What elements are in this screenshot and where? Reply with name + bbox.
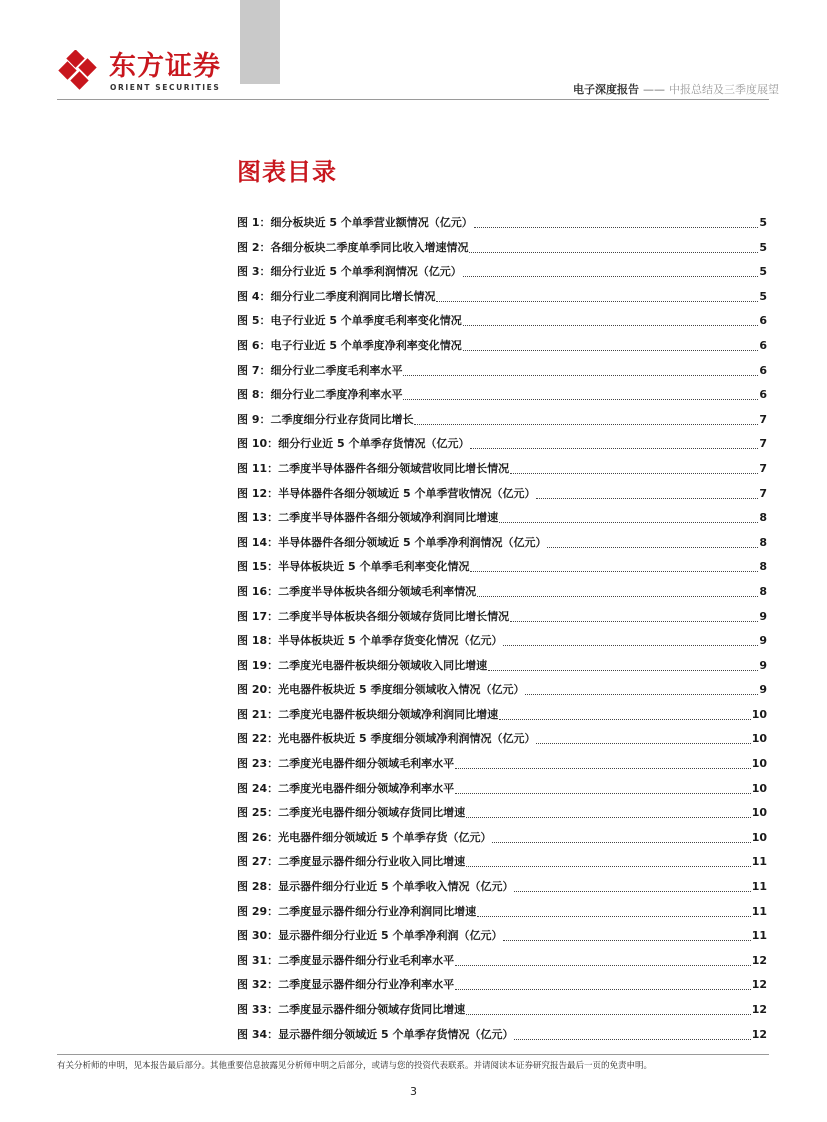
toc-entry-number: 图 8： [237, 388, 271, 402]
toc-entry-number: 图 24： [237, 781, 279, 795]
toc-leader-dots [474, 211, 759, 228]
toc-entry-number: 图 10： [237, 437, 279, 451]
toc-entry-title: 二季度光电器件细分领域净利率水平 [278, 781, 455, 795]
toc-entry[interactable] [237, 678, 767, 703]
header-dash: —— [643, 83, 665, 96]
toc-entry-title: 二季度光电器件细分领域存货同比增速 [278, 806, 466, 820]
toc-entry-page: 6 [759, 314, 767, 328]
toc-entry-page: 9 [759, 658, 767, 672]
toc-leader-dots [463, 309, 759, 326]
toc-leader-dots [536, 727, 750, 744]
toc-entry-number: 图 27： [237, 855, 279, 869]
toc-leader-dots [536, 482, 758, 499]
toc-entry-page: 5 [759, 240, 767, 254]
toc-entry[interactable] [237, 482, 767, 507]
toc-entry-title: 光电器件板块近 5 季度细分领域净利润情况（亿元） [278, 732, 536, 746]
toc-entry-title: 细分行业二季度毛利率水平 [270, 363, 403, 377]
toc-entry[interactable] [237, 973, 767, 998]
toc-entry-number: 图 3： [237, 265, 271, 279]
toc-entry[interactable] [237, 555, 767, 580]
toc-entry-title: 二季度细分行业存货同比增长 [270, 412, 414, 426]
toc-leader-dots [455, 752, 751, 769]
toc-entry-page: 11 [751, 880, 767, 894]
toc-entry-page: 11 [751, 929, 767, 943]
toc-leader-dots [514, 875, 750, 892]
toc-entry-page: 12 [751, 978, 767, 992]
toc-leader-dots [414, 408, 758, 425]
toc-leader-dots [492, 826, 750, 843]
toc-entry-number: 图 19： [237, 658, 279, 672]
toc-entry[interactable] [237, 531, 767, 556]
toc-entry-number: 图 16： [237, 584, 279, 598]
logo-mark-icon [57, 50, 105, 95]
toc-entry[interactable] [237, 457, 767, 482]
toc-entry[interactable] [237, 285, 767, 310]
toc-entry-title: 显示器件细分行业近 5 个单季净利润（亿元） [278, 929, 503, 943]
toc-entry-number: 图 1： [237, 216, 271, 229]
toc-leader-dots [436, 285, 758, 302]
toc-leader-dots [403, 359, 758, 376]
toc-entry-page: 12 [751, 953, 767, 967]
report-title: 中报总结及三季度展望 [669, 83, 779, 96]
page-number: 3 [410, 1085, 417, 1098]
toc-entry[interactable] [237, 309, 767, 334]
toc-entry-number: 图 29： [237, 904, 279, 918]
toc-entry[interactable] [237, 334, 767, 359]
toc-entry-number: 图 15： [237, 560, 279, 574]
toc-title: 图表目录 [237, 158, 337, 186]
toc-leader-dots [463, 334, 759, 351]
toc-entry-title: 细分板块近 5 个单季营业额情况（亿元） [270, 216, 473, 229]
toc-leader-dots [499, 506, 758, 523]
toc-entry-title: 各细分板块二季度单季同比收入增速情况 [270, 240, 469, 254]
toc-entry-title: 光电器件板块近 5 季度细分领域收入情况（亿元） [278, 683, 525, 697]
toc-entry-number: 图 6： [237, 338, 271, 352]
orient-securities-logo [57, 50, 227, 95]
toc-entry-page: 8 [759, 584, 767, 598]
toc-entry-title: 显示器件细分领域近 5 个单季存货情况（亿元） [278, 1027, 514, 1041]
toc-entry-number: 图 34： [237, 1027, 279, 1041]
toc-entry-title: 二季度光电器件细分领域毛利率水平 [278, 757, 455, 771]
toc-leader-dots [488, 654, 758, 671]
toc-leader-dots [525, 678, 758, 695]
toc-entry[interactable] [237, 998, 767, 1023]
toc-entry[interactable] [237, 236, 767, 261]
header-divider [57, 99, 769, 100]
toc-entry[interactable] [237, 850, 767, 875]
toc-entry-title: 二季度显示器件细分行业净利润同比增速 [278, 904, 477, 918]
toc-entry-page: 5 [759, 216, 767, 229]
toc-entry-number: 图 30： [237, 929, 279, 943]
toc-entry[interactable] [237, 383, 767, 408]
toc-entry-page: 10 [751, 806, 767, 820]
toc-leader-dots [466, 801, 751, 818]
toc-entry-title: 二季度光电器件板块细分领域净利润同比增速 [278, 707, 499, 721]
toc-entry-page: 10 [751, 830, 767, 844]
toc-entry-number: 图 32： [237, 978, 279, 992]
footer-divider [57, 1054, 769, 1055]
toc-leader-dots [469, 236, 758, 253]
toc-leader-dots [455, 973, 751, 990]
toc-entry-number: 图 7： [237, 363, 271, 377]
report-type: 电子深度报告 [573, 83, 639, 96]
toc-entry[interactable] [237, 211, 767, 236]
toc-entry-page: 9 [759, 683, 767, 697]
toc-entry-page: 8 [759, 535, 767, 549]
toc-entry[interactable] [237, 875, 767, 900]
toc-leader-dots [503, 924, 750, 941]
toc-entry-page: 6 [759, 363, 767, 377]
toc-entry[interactable] [237, 580, 767, 605]
toc-entry-page: 10 [751, 732, 767, 746]
toc-entry-number: 图 18： [237, 634, 279, 648]
toc-entry-page: 10 [751, 707, 767, 721]
toc-entry-number: 图 20： [237, 683, 279, 697]
toc-leader-dots [510, 605, 758, 622]
toc-leader-dots [477, 580, 758, 597]
toc-entry-number: 图 14： [237, 535, 279, 549]
toc-entry[interactable] [237, 752, 767, 777]
toc-entry-title: 二季度光电器件板块细分领域收入同比增速 [278, 658, 488, 672]
toc-entry[interactable] [237, 506, 767, 531]
toc-entry-title: 细分行业近 5 个单季利润情况（亿元） [270, 265, 462, 279]
toc-entry-number: 图 21： [237, 707, 279, 721]
logo-english-name: ORIENT SECURITIES [110, 83, 221, 92]
toc-entry-page: 7 [759, 461, 767, 475]
toc-leader-dots [455, 949, 751, 966]
toc-entry-page: 7 [759, 437, 767, 451]
toc-entry[interactable] [237, 777, 767, 802]
toc-entry[interactable] [237, 605, 767, 630]
toc-entry[interactable] [237, 703, 767, 728]
toc-entry[interactable] [237, 826, 767, 851]
logo-chinese-name: 东方证券 [109, 51, 221, 82]
toc-entry-page: 7 [759, 412, 767, 426]
toc-entry-number: 图 17： [237, 609, 279, 623]
toc-leader-dots [470, 555, 758, 572]
toc-leader-dots [455, 777, 751, 794]
header-gray-block [240, 0, 280, 84]
toc-entry-number: 图 25： [237, 806, 279, 820]
toc-entry-title: 二季度半导体板块各细分领域存货同比增长情况 [278, 609, 510, 623]
toc-entry-title: 二季度半导体器件各细分领域营收同比增长情况 [278, 461, 510, 475]
toc-entry-title: 电子行业近 5 个单季度净利率变化情况 [270, 338, 462, 352]
toc-entry-number: 图 31： [237, 953, 279, 967]
toc-entry[interactable] [237, 801, 767, 826]
toc-entry-title: 电子行业近 5 个单季度毛利率变化情况 [270, 314, 462, 328]
toc-leader-dots [547, 531, 758, 548]
toc-entry[interactable] [237, 260, 767, 285]
toc-entry-number: 图 26： [237, 830, 279, 844]
toc-leader-dots [503, 629, 758, 646]
toc-entry-title: 半导体器件各细分领域近 5 个单季营收情况（亿元） [278, 486, 536, 500]
toc-entry-title: 二季度显示器件细分行业毛利率水平 [278, 953, 455, 967]
toc-leader-dots [514, 1023, 750, 1040]
toc-entry-title: 半导体板块近 5 个单季存货变化情况（亿元） [278, 634, 503, 648]
toc-entry-page: 8 [759, 560, 767, 574]
toc-leader-dots [499, 703, 751, 720]
toc-entry-page: 12 [751, 1003, 767, 1016]
toc-entry-page: 5 [759, 265, 767, 279]
toc-entry-title: 细分行业二季度利润同比增长情况 [270, 289, 436, 303]
toc-entry[interactable] [237, 727, 767, 752]
toc-entry-title: 半导体板块近 5 个单季毛利率变化情况 [278, 560, 470, 574]
toc-leader-dots [463, 260, 759, 277]
toc-entry-title: 二季度半导体器件各细分领域净利润同比增速 [278, 511, 499, 525]
toc-entry-page: 11 [751, 855, 767, 869]
toc-entry-number: 图 28： [237, 880, 279, 894]
toc-entry-page: 10 [751, 757, 767, 771]
toc-entry-title: 二季度显示器件细分行业收入同比增速 [278, 855, 466, 869]
toc-leader-dots [466, 850, 751, 867]
toc-entry[interactable] [237, 432, 767, 457]
toc-entry[interactable] [237, 1023, 767, 1048]
footer-disclaimer: 有关分析师的申明，见本报告最后部分。其他重要信息披露见分析师申明之后部分，或请与您的投资代表联系。并请阅读本证券研究报告最后一页的免责申明。 [57, 1061, 653, 1071]
toc-entry-page: 9 [759, 634, 767, 648]
toc-entry-number: 图 23： [237, 757, 279, 771]
toc-entry-title: 细分行业二季度净利率水平 [270, 388, 403, 402]
toc-leader-dots [466, 998, 751, 1015]
toc-entry-number: 图 9： [237, 412, 271, 426]
toc-entry-title: 光电器件细分领域近 5 个单季存货（亿元） [278, 830, 492, 844]
toc-list [237, 211, 767, 1047]
toc-leader-dots [510, 457, 758, 474]
toc-entry-title: 二季度显示器件细分行业净利率水平 [278, 978, 455, 992]
toc-entry-number: 图 22： [237, 732, 279, 746]
report-header [573, 83, 779, 97]
toc-entry-title: 细分行业近 5 个单季存货情况（亿元） [278, 437, 470, 451]
toc-entry[interactable] [237, 900, 767, 925]
toc-entry-page: 5 [759, 289, 767, 303]
toc-entry-page: 9 [759, 609, 767, 623]
toc-entry-number: 图 13： [237, 511, 279, 525]
toc-entry[interactable] [237, 629, 767, 654]
toc-entry-page: 6 [759, 338, 767, 352]
toc-entry-number: 图 12： [237, 486, 279, 500]
toc-leader-dots [403, 383, 758, 400]
toc-entry-page: 10 [751, 781, 767, 795]
toc-entry-title: 半导体器件各细分领域近 5 个单季净利润情况（亿元） [278, 535, 547, 549]
toc-entry[interactable] [237, 949, 767, 974]
toc-entry-number: 图 11： [237, 461, 279, 475]
toc-entry-number: 图 2： [237, 240, 271, 254]
toc-entry-page: 7 [759, 486, 767, 500]
toc-leader-dots [477, 900, 751, 917]
toc-entry-page: 8 [759, 511, 767, 525]
toc-entry-title: 二季度显示器件细分领域存货同比增速 [278, 1003, 466, 1016]
toc-entry-page: 6 [759, 388, 767, 402]
toc-entry-page: 12 [751, 1027, 767, 1041]
toc-entry[interactable] [237, 924, 767, 949]
toc-entry-number: 图 33： [237, 1003, 279, 1016]
toc-entry-title: 显示器件细分行业近 5 个单季收入情况（亿元） [278, 880, 514, 894]
toc-entry-page: 11 [751, 904, 767, 918]
toc-leader-dots [470, 432, 758, 449]
toc-entry-title: 二季度半导体板块各细分领域毛利率情况 [278, 584, 477, 598]
toc-entry-number: 图 4： [237, 289, 271, 303]
toc-entry[interactable] [237, 654, 767, 679]
toc-entry[interactable] [237, 359, 767, 384]
toc-entry[interactable] [237, 408, 767, 433]
toc-entry-number: 图 5： [237, 314, 271, 328]
